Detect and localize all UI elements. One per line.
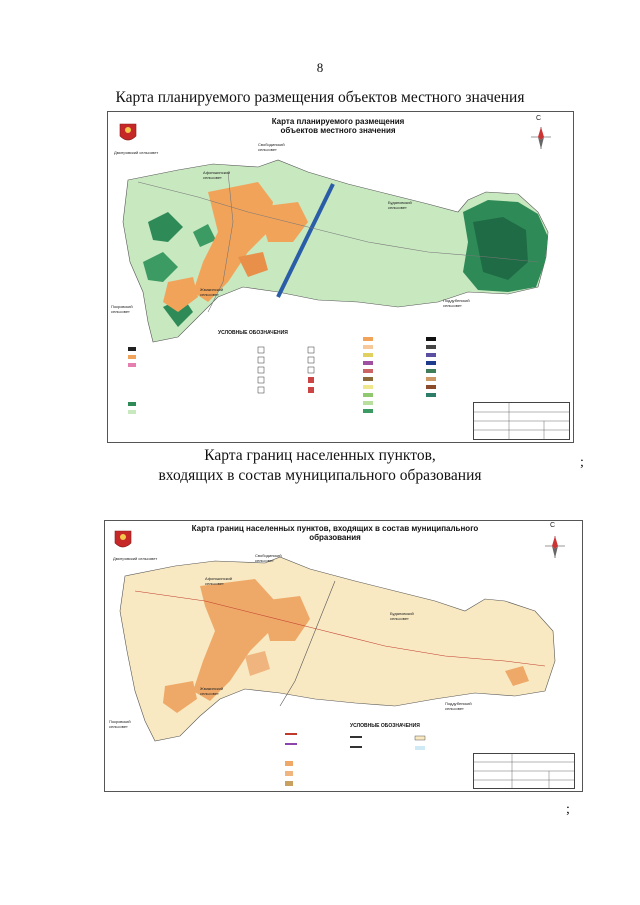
map2-caption-line2: входящих в состав муниципального образования [158, 467, 482, 484]
map2-title: Карта границ населенных пунктов, входящих в состав муниципального образования [191, 524, 479, 542]
map2-caption-line1: Карта границ населенных пунктов, [204, 447, 436, 464]
map1-label-dmitrovsky: Дмитровский сельсовет [114, 150, 159, 155]
map1-compass-letter: С [536, 115, 542, 122]
planned-objects-map [107, 111, 574, 443]
planned-objects-map-graphic [108, 112, 573, 442]
map1-label-afonkovsky: Афонькинский сельсовет [203, 170, 230, 180]
map1-legend-title: УСЛОВНЫЕ ОБОЗНАЧЕНИЯ [218, 330, 288, 336]
map1-caption: Карта планируемого размещения объектов местного значения [115, 89, 525, 106]
map1-label-budanovsky: Будановский сельсовет [388, 200, 412, 210]
map1-label-pokrovsky: Покровский сельсовет [111, 304, 133, 314]
map2-label-pokrovsky: Покровский сельсовет [109, 719, 131, 729]
map2-title-block [473, 753, 575, 789]
map2-compass-letter: С [550, 522, 556, 529]
map2-label-afonkovsky: Афонькинский сельсовет [205, 576, 232, 586]
map2-label-budanovsky: Будановский сельсовет [390, 611, 414, 621]
semicolon-1: ; [580, 455, 584, 470]
page-number: 8 [316, 60, 324, 75]
map1-title-block [473, 402, 570, 440]
map1-label-poddubensky: Поддубенский сельсовет [443, 298, 470, 308]
map1-title [248, 117, 428, 135]
map2-label-svobodinsky: Свободинский сельсовет [255, 553, 282, 563]
settlement-boundaries-map-graphic [105, 521, 582, 791]
map2-label-zhmakinsky: Жмакинский сельсовет [200, 686, 224, 696]
map2-caption [0, 446, 640, 486]
map2-legend-title: УСЛОВНЫЕ ОБОЗНАЧЕНИЯ [350, 723, 420, 729]
map1-title-line2: объектов местного значения [280, 126, 396, 135]
map2-label-dmitrovsky: Дмитровский сельсовет [113, 556, 158, 561]
map2-label-poddubensky: Поддубенский сельсовет [445, 701, 472, 711]
map1-label-svobodinsky: Свободинский сельсовет [258, 142, 285, 152]
semicolon-2: ; [566, 802, 570, 817]
map1-title-line1: Карта планируемого размещения [271, 117, 405, 126]
settlement-boundaries-map [104, 520, 583, 792]
map1-label-zhmakinsky: Жмакинский сельсовет [200, 287, 224, 297]
